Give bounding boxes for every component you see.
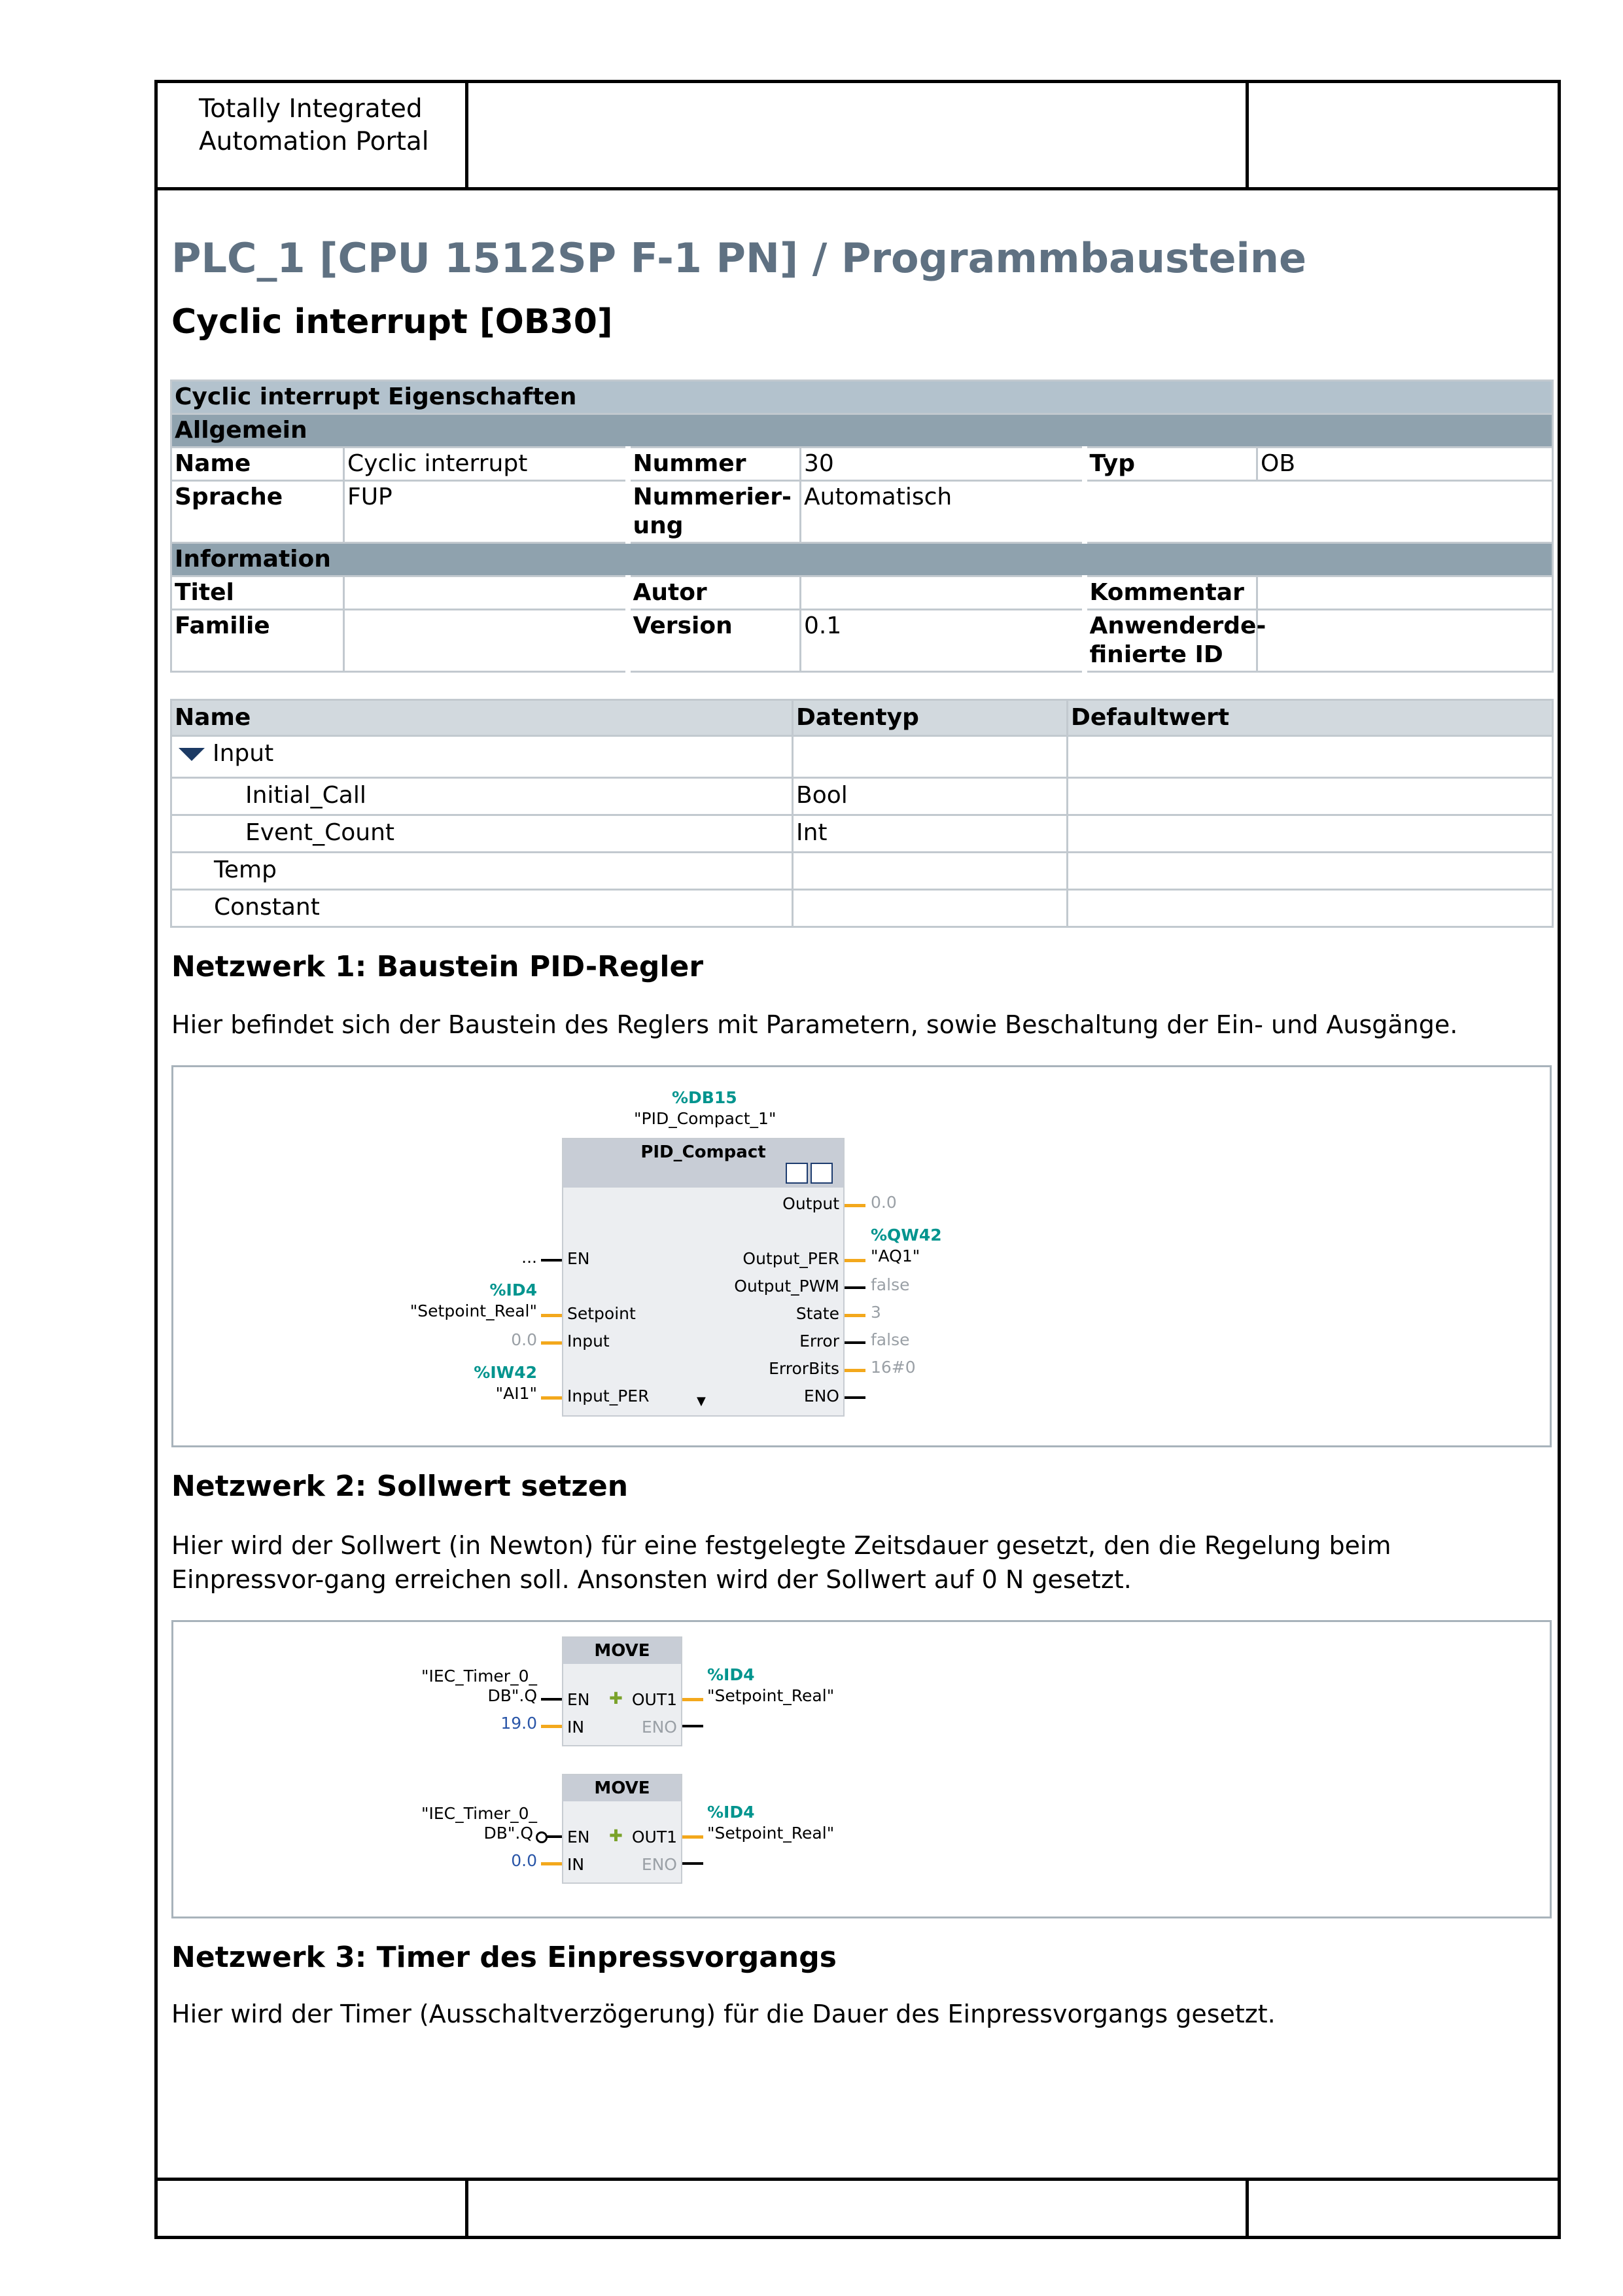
negation-circle-icon bbox=[536, 1831, 548, 1843]
in-value: 19.0 bbox=[500, 1714, 537, 1733]
en-value: ... bbox=[521, 1248, 537, 1267]
header-line-2: Automation Portal bbox=[199, 127, 429, 156]
type-value: OB bbox=[1257, 448, 1553, 481]
state-wire bbox=[845, 1314, 865, 1317]
input-per-symbol: "AI1" bbox=[495, 1384, 537, 1403]
network-2-diagram bbox=[171, 1620, 1552, 1918]
interface-table bbox=[170, 699, 1554, 928]
collapse-arrow-icon[interactable] bbox=[179, 748, 205, 761]
in-value: 0.0 bbox=[511, 1851, 537, 1870]
properties-table bbox=[170, 380, 1554, 673]
table-cell bbox=[1068, 853, 1553, 890]
pin-output: Output bbox=[782, 1194, 839, 1213]
page-title: PLC_1 [CPU 1512SP F-1 PN] / Programmbausteine bbox=[171, 234, 1307, 282]
move-star-icon: ✚ bbox=[609, 1689, 623, 1708]
block-title: Cyclic interrupt [OB30] bbox=[171, 302, 613, 342]
pid-compact-block[interactable] bbox=[562, 1138, 845, 1417]
output-per-address: %QW42 bbox=[871, 1226, 942, 1245]
comment-value bbox=[1257, 576, 1553, 610]
pin-in: IN bbox=[567, 1718, 585, 1737]
author-label: Autor bbox=[628, 576, 801, 610]
move-star-icon: ✚ bbox=[609, 1826, 623, 1845]
param-type: Bool bbox=[793, 778, 1068, 815]
move-block-1[interactable] bbox=[562, 1636, 682, 1746]
pin-en: EN bbox=[567, 1249, 590, 1268]
network-3-title: Netzwerk 3: Timer des Einpressvorgangs bbox=[171, 1941, 837, 1974]
footer-divider bbox=[154, 2178, 1561, 2181]
properties-heading: Cyclic interrupt Eigenschaften bbox=[171, 381, 1553, 414]
out-symbol: "Setpoint_Real" bbox=[707, 1824, 835, 1843]
numbering-label-line-2: ung bbox=[633, 512, 684, 539]
table-row bbox=[171, 778, 1553, 815]
network-1-title: Netzwerk 1: Baustein PID-Regler bbox=[171, 950, 704, 983]
input-per-wire bbox=[541, 1396, 562, 1400]
header-col-divider-1 bbox=[465, 80, 468, 188]
input-label: Input bbox=[213, 740, 274, 767]
empty-cell bbox=[1085, 481, 1553, 543]
numbering-label-line-1: Nummerier- bbox=[633, 484, 792, 510]
setpoint-address: %ID4 bbox=[489, 1280, 537, 1299]
name-value: Cyclic interrupt bbox=[344, 448, 628, 481]
table-cell bbox=[793, 853, 1068, 890]
pin-en: EN bbox=[567, 1690, 590, 1709]
input-wire bbox=[541, 1341, 562, 1345]
in-wire bbox=[541, 1862, 562, 1865]
en-operand-line-1: "IEC_Timer_0_ bbox=[421, 1804, 537, 1823]
en-wire bbox=[541, 1259, 562, 1262]
number-value: 30 bbox=[801, 448, 1085, 481]
param-default bbox=[1068, 815, 1553, 853]
error-wire bbox=[845, 1341, 865, 1344]
user-id-label bbox=[1085, 610, 1266, 672]
constant-section: Constant bbox=[171, 890, 793, 927]
state-value: 3 bbox=[871, 1303, 881, 1322]
en-operand-line-1: "IEC_Timer_0_ bbox=[421, 1667, 537, 1686]
block-config-icon[interactable] bbox=[786, 1163, 808, 1184]
title-label: Titel bbox=[171, 576, 344, 610]
input-per-address: %IW42 bbox=[474, 1363, 537, 1382]
en-wire bbox=[541, 1698, 562, 1701]
param-name: Initial_Call bbox=[171, 778, 793, 815]
out-address: %ID4 bbox=[707, 1803, 755, 1822]
numbering-label bbox=[628, 481, 801, 543]
block-type: MOVE bbox=[563, 1775, 681, 1801]
table-cell bbox=[1068, 736, 1553, 778]
header-divider bbox=[154, 187, 1561, 190]
pin-eno: ENO bbox=[803, 1386, 839, 1405]
param-default bbox=[1068, 778, 1553, 815]
network-1-description: Hier befindet sich der Baustein des Reglers mit Parametern, sowie Beschaltung der Ein- und Ausgänge. bbox=[171, 1010, 1458, 1039]
number-label: Nummer bbox=[628, 448, 801, 481]
network-1-diagram bbox=[171, 1065, 1552, 1447]
network-3-description: Hier wird der Timer (Ausschaltverzögerung) für die Dauer des Einpressvorgangs gesetzt. bbox=[171, 2000, 1276, 2028]
header-line-1: Totally Integrated bbox=[199, 94, 423, 124]
db-name: "PID_Compact_1" bbox=[634, 1109, 777, 1128]
numbering-value: Automatisch bbox=[801, 481, 1085, 543]
author-value bbox=[801, 576, 1085, 610]
pin-setpoint: Setpoint bbox=[567, 1304, 636, 1323]
table-cell bbox=[1068, 890, 1553, 927]
general-heading: Allgemein bbox=[171, 414, 1553, 448]
eno-wire bbox=[682, 1725, 703, 1727]
temp-section: Temp bbox=[171, 853, 793, 890]
output-per-symbol: "AQ1" bbox=[871, 1246, 920, 1265]
errorbits-value: 16#0 bbox=[871, 1358, 916, 1377]
error-value: false bbox=[871, 1330, 910, 1349]
family-value bbox=[344, 610, 628, 672]
name-label: Name bbox=[171, 448, 344, 481]
out-address: %ID4 bbox=[707, 1665, 755, 1684]
pin-error: Error bbox=[799, 1332, 839, 1351]
pin-output-pwm: Output_PWM bbox=[734, 1277, 839, 1296]
information-heading: Information bbox=[171, 543, 1553, 576]
eno-wire bbox=[845, 1396, 865, 1399]
output-per-wire bbox=[845, 1259, 865, 1262]
pin-en: EN bbox=[567, 1828, 590, 1846]
output-value: 0.0 bbox=[871, 1193, 897, 1212]
en-operand-line-2: DB".Q bbox=[483, 1824, 533, 1843]
param-name: Event_Count bbox=[171, 815, 793, 853]
table-cell bbox=[793, 736, 1068, 778]
title-value bbox=[344, 576, 628, 610]
block-commissioning-icon[interactable] bbox=[811, 1163, 833, 1184]
output-wire bbox=[845, 1204, 865, 1207]
in-wire bbox=[541, 1725, 562, 1728]
network-2-title: Netzwerk 2: Sollwert setzen bbox=[171, 1470, 629, 1503]
output-pwm-value: false bbox=[871, 1275, 910, 1294]
out-symbol: "Setpoint_Real" bbox=[707, 1686, 835, 1705]
language-value: FUP bbox=[344, 481, 628, 543]
pin-in: IN bbox=[567, 1855, 585, 1874]
input-value: 0.0 bbox=[511, 1330, 537, 1349]
pin-out1: OUT1 bbox=[631, 1690, 677, 1709]
output-pwm-wire bbox=[845, 1286, 865, 1289]
block-type: PID_Compact bbox=[563, 1139, 843, 1188]
pin-eno: ENO bbox=[641, 1855, 677, 1874]
comment-label: Kommentar bbox=[1085, 576, 1257, 610]
type-label: Typ bbox=[1085, 448, 1257, 481]
input-section[interactable] bbox=[171, 736, 793, 778]
footer-col-divider-1 bbox=[465, 2178, 468, 2239]
pin-state: State bbox=[795, 1304, 839, 1323]
setpoint-symbol: "Setpoint_Real" bbox=[410, 1301, 537, 1320]
errorbits-wire bbox=[845, 1369, 865, 1372]
setpoint-wire bbox=[541, 1314, 562, 1317]
pin-eno: ENO bbox=[641, 1718, 677, 1737]
family-label: Familie bbox=[171, 610, 344, 672]
pin-output-per: Output_PER bbox=[742, 1249, 839, 1268]
network-2-description: Hier wird der Sollwert (in Newton) für eine festgelegte Zeitsdauer gesetzt, den die Regelung beim Einpressvor-gang erreichen soll. Ansonsten wird der Sollwert auf 0 N gesetzt. bbox=[171, 1531, 1391, 1594]
table-cell bbox=[793, 890, 1068, 927]
pin-out1: OUT1 bbox=[631, 1828, 677, 1846]
user-id-label-line-2: finierte ID bbox=[1089, 641, 1223, 668]
version-label: Version bbox=[628, 610, 801, 672]
out-wire bbox=[682, 1835, 703, 1839]
header-product-name bbox=[199, 93, 429, 158]
param-type: Int bbox=[793, 815, 1068, 853]
user-id-value bbox=[1257, 610, 1553, 672]
out-wire bbox=[682, 1698, 703, 1701]
pin-errorbits: ErrorBits bbox=[769, 1359, 839, 1378]
table-row bbox=[171, 815, 1553, 853]
en-operand-line-2: DB".Q bbox=[487, 1686, 537, 1705]
col-default-header: Defaultwert bbox=[1068, 700, 1553, 736]
db-address: %DB15 bbox=[672, 1088, 737, 1107]
pin-input: Input bbox=[567, 1332, 610, 1351]
block-type: MOVE bbox=[563, 1638, 681, 1664]
move-block-2[interactable] bbox=[562, 1774, 682, 1884]
language-label: Sprache bbox=[171, 481, 344, 543]
col-name-header: Name bbox=[171, 700, 793, 736]
eno-wire bbox=[682, 1862, 703, 1865]
user-id-label-line-1: Anwenderde- bbox=[1089, 612, 1266, 639]
col-type-header: Datentyp bbox=[793, 700, 1068, 736]
header-col-divider-2 bbox=[1246, 80, 1249, 188]
version-value: 0.1 bbox=[801, 610, 1085, 672]
pin-input-per: Input_PER bbox=[567, 1386, 650, 1405]
footer-col-divider-2 bbox=[1246, 2178, 1249, 2239]
expand-chevron-icon[interactable]: ▼ bbox=[697, 1394, 706, 1408]
